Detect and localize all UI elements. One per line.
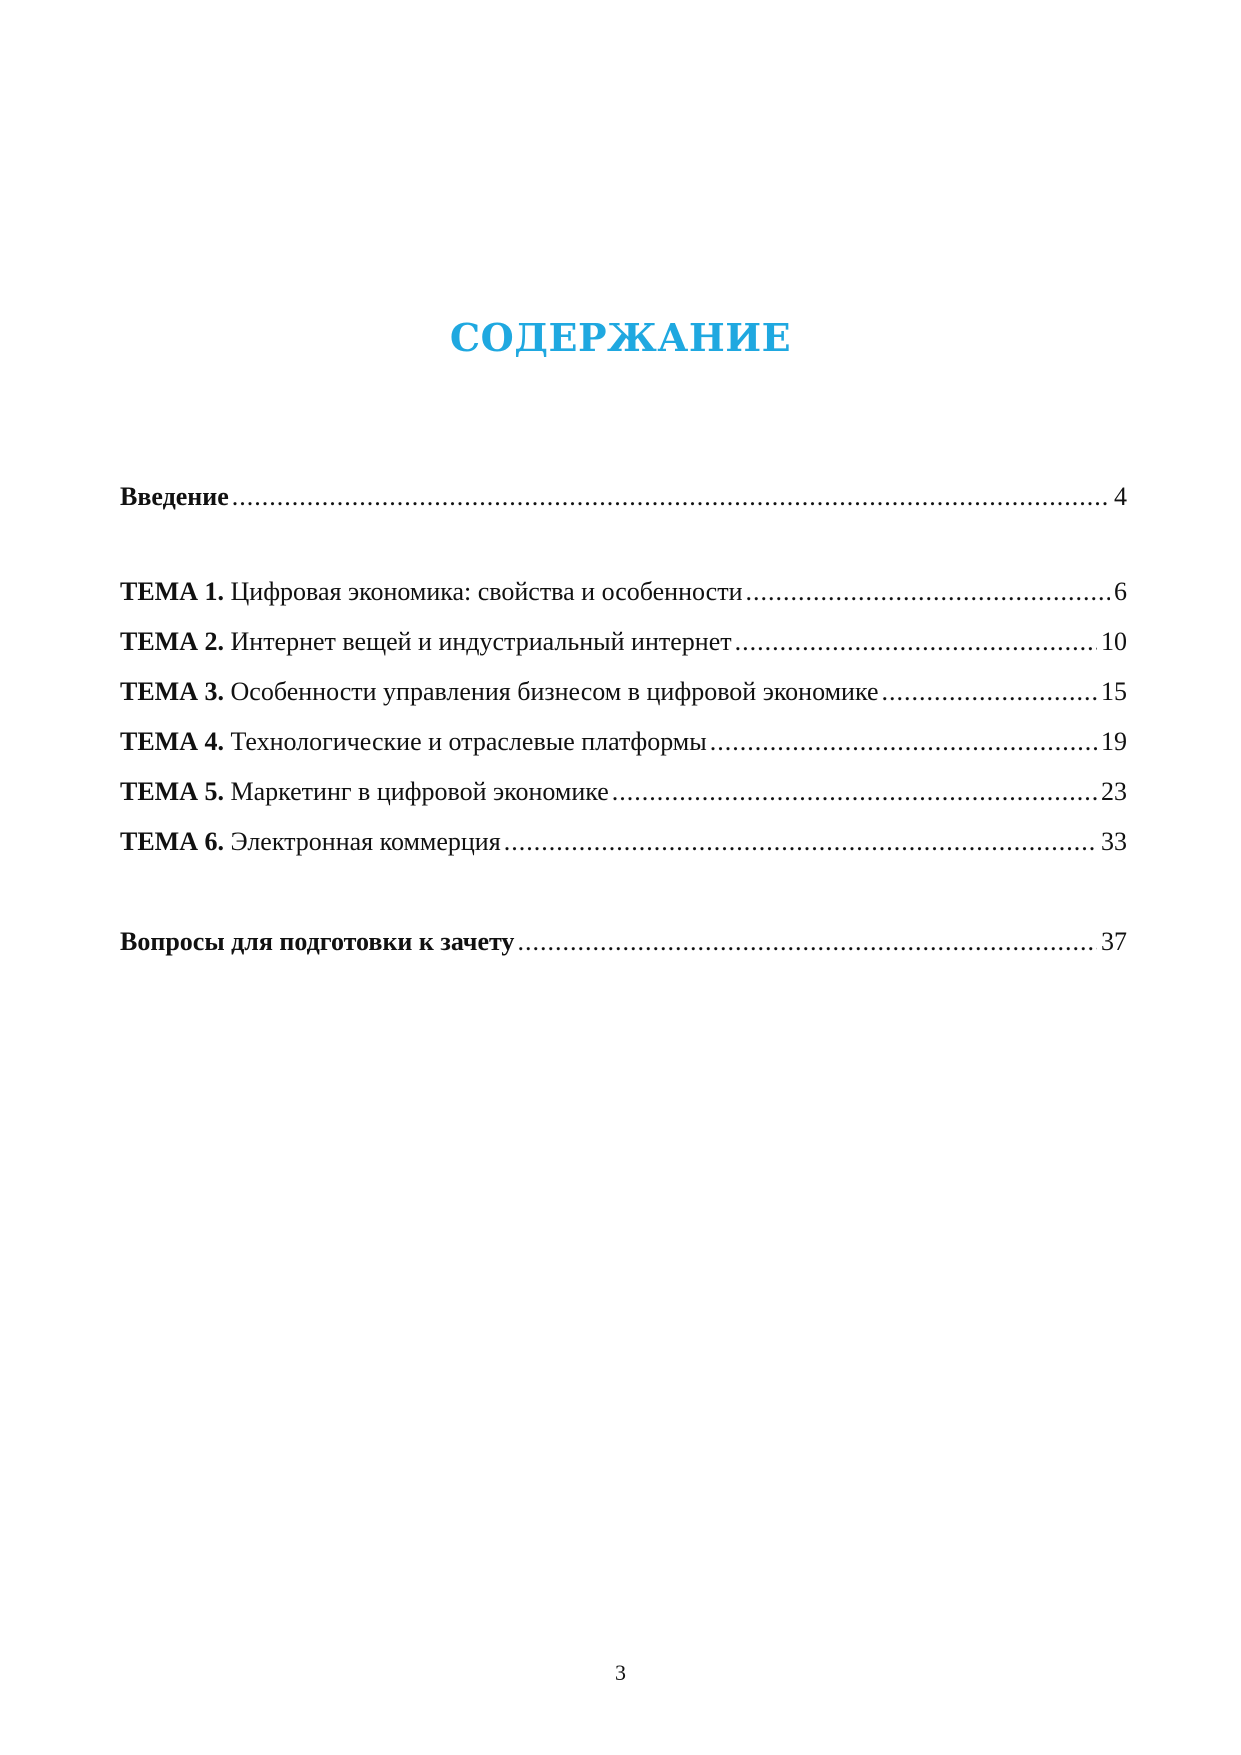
toc-entry-page: 6: [1114, 577, 1127, 606]
topic-label: ТЕМА 6.: [120, 827, 224, 856]
toc-entry-page: 19: [1101, 727, 1127, 756]
topic-label: ТЕМА 2.: [120, 627, 224, 656]
toc-entry-page: 4: [1114, 482, 1127, 511]
topic-label: ТЕМА 1.: [120, 577, 224, 606]
toc-entry-intro[interactable]: [120, 480, 1127, 514]
toc-entry-page: 15: [1101, 677, 1127, 706]
dot-leader: [735, 625, 1097, 659]
page-title: СОДЕРЖАНИЕ: [449, 315, 792, 361]
toc-entry-topic-5[interactable]: [120, 775, 1127, 809]
topic-title: Особенности управления бизнесом в цифровой экономике: [230, 677, 879, 706]
topic-title: Интернет вещей и индустриальный интернет: [230, 627, 732, 656]
topic-title: Маркетинг в цифровой экономике: [230, 777, 609, 806]
topic-title: Электронная коммерция: [230, 827, 501, 856]
toc-entry-topic-3[interactable]: [120, 675, 1127, 709]
toc-entry-page: 37: [1101, 927, 1127, 956]
toc-entry-topic-6[interactable]: [120, 825, 1127, 859]
topic-title: Технологические и отраслевые платформы: [230, 727, 707, 756]
topic-title: Цифровая экономика: свойства и особенности: [230, 577, 743, 606]
dot-leader: [745, 575, 1110, 609]
topic-label: ТЕМА 3.: [120, 677, 224, 706]
toc-entry-questions[interactable]: [120, 925, 1127, 959]
toc-entry-topic-1[interactable]: [120, 575, 1127, 609]
toc-entry-title: Вопросы для подготовки к зачету: [120, 927, 515, 956]
topic-label: ТЕМА 4.: [120, 727, 224, 756]
dot-leader: [232, 480, 1110, 514]
dot-leader: [504, 825, 1097, 859]
topic-label: ТЕМА 5.: [120, 777, 224, 806]
page-number: 3: [615, 1660, 626, 1685]
toc-entry-topic-2[interactable]: [120, 625, 1127, 659]
toc-entry-page: 10: [1101, 627, 1127, 656]
dot-leader: [710, 725, 1097, 759]
toc-entry-title: Введение: [120, 482, 229, 511]
toc-entry-topic-4[interactable]: [120, 725, 1127, 759]
dot-leader: [517, 925, 1097, 959]
toc-entry-page: 33: [1101, 827, 1127, 856]
dot-leader: [612, 775, 1097, 809]
dot-leader: [881, 675, 1097, 709]
toc-entry-page: 23: [1101, 777, 1127, 806]
